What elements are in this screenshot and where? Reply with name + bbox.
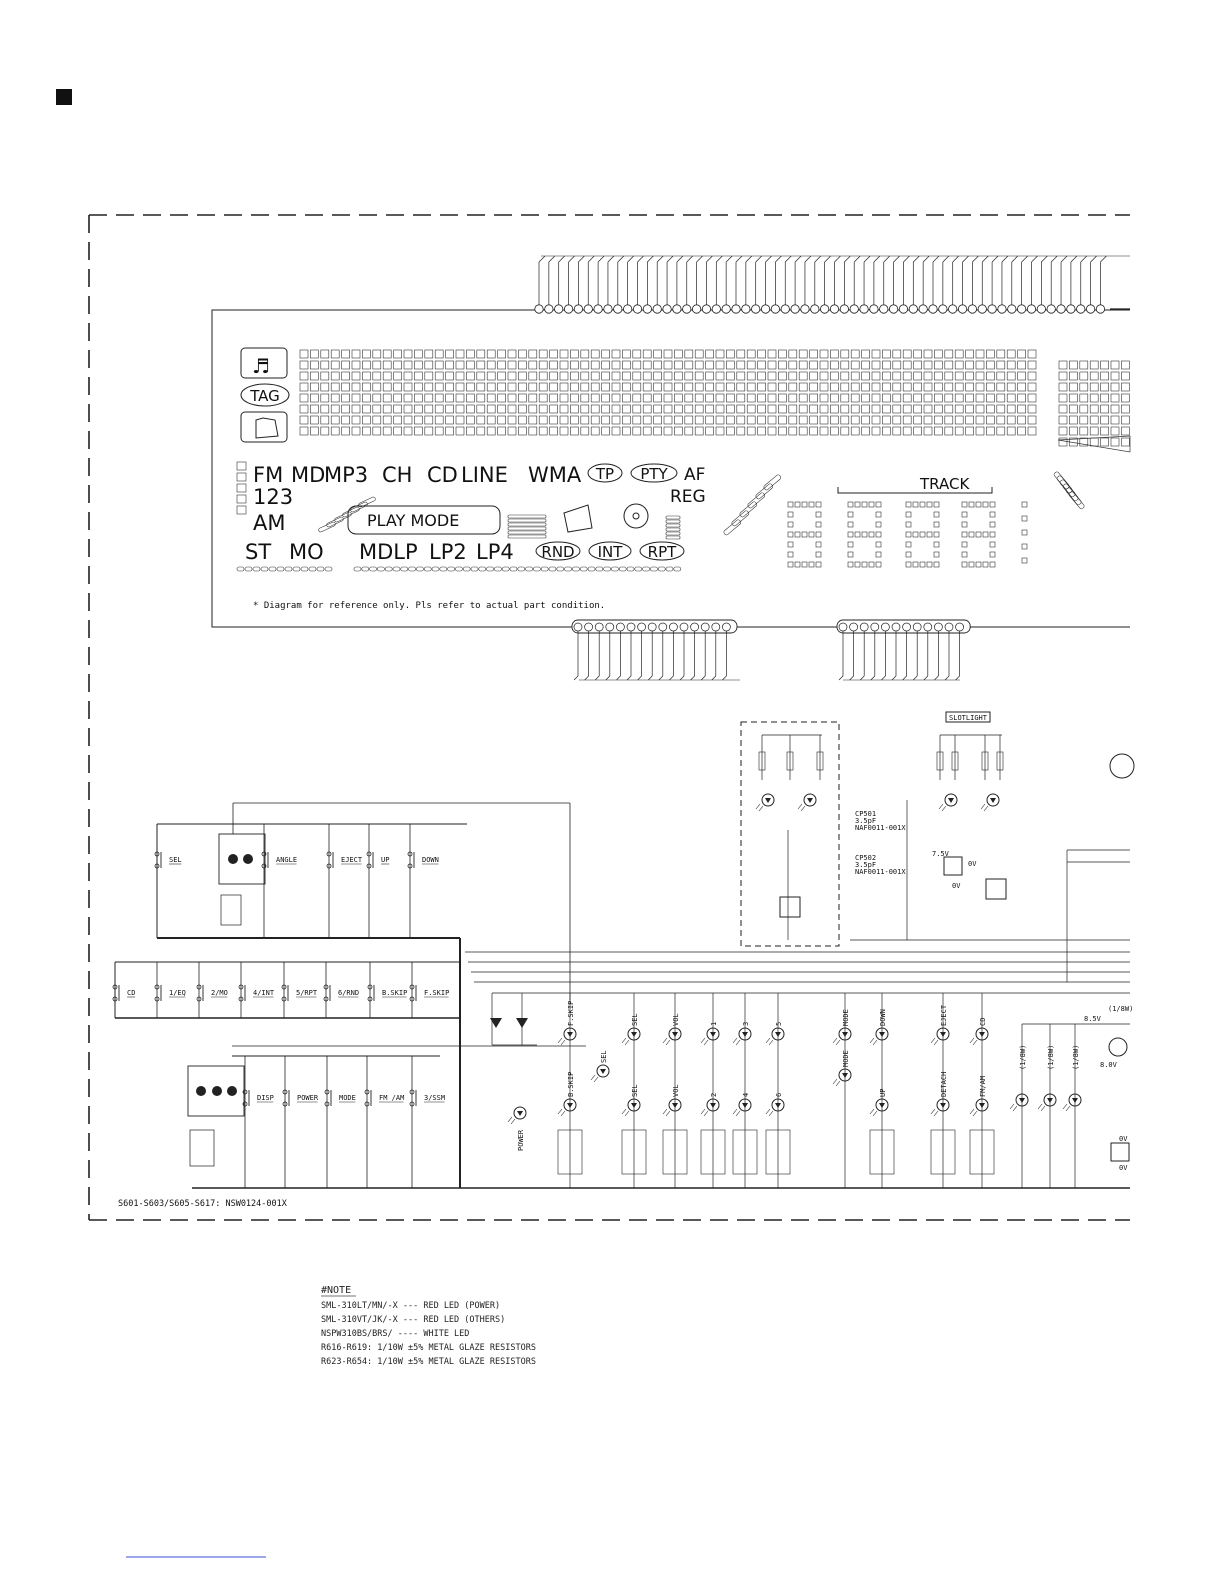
rating-right-2: (1/8W) <box>1072 1044 1080 1070</box>
led-label-mid-sel: SEL <box>600 1050 608 1063</box>
cp502-name: CP502 <box>855 854 877 862</box>
led-label-top-6: MODE <box>842 1009 850 1026</box>
ind-lp2: LP2 <box>429 540 467 564</box>
led-label-bottom-1: SEL <box>631 1084 639 1097</box>
ind-play-mode: PLAY MODE <box>367 511 460 530</box>
ind-rnd: RND <box>541 543 575 561</box>
lcd-panel <box>212 256 1130 680</box>
switch-label-2-4: 5/RPT <box>296 989 318 997</box>
switch-label-1-4: DOWN <box>422 856 439 864</box>
lcd-bottom-pins <box>572 620 970 680</box>
ind-pty: PTY <box>640 465 668 483</box>
music-note-icon: ♬ <box>252 354 270 378</box>
photo-transistor-2 <box>986 879 1006 899</box>
cp502-value: 3.5pF <box>855 861 877 869</box>
ind-mp3: MP3 <box>324 463 369 487</box>
led-label-top-5: 5 <box>775 1021 783 1026</box>
voltage-5: 8.0V <box>1100 1061 1117 1069</box>
lcd-top-pins <box>535 256 1130 313</box>
transistor-3 <box>1111 1143 1129 1161</box>
slot-lamp <box>1110 754 1134 778</box>
rating-right-1: (1/8W) <box>1047 1044 1055 1070</box>
led-label-bottom-0: B.SKIP <box>567 1071 575 1097</box>
cp501-part: NAF0011-001X <box>855 824 906 832</box>
cp501-value: 3.5pF <box>855 817 877 825</box>
ind-md: MD <box>291 463 326 487</box>
ind-int: INT <box>597 543 623 561</box>
cp501-name: CP501 <box>855 810 877 818</box>
switch-label-2-7: F.SKIP <box>424 989 450 997</box>
disclaimer-text: * Diagram for reference only. Pls refer to actual part condition. <box>253 601 606 611</box>
note-line-3: NSPW310BS/BRS/ ---- WHITE LED <box>321 1329 470 1339</box>
led-label-top-4: 3 <box>742 1021 750 1026</box>
rating-right-0: (1/8W) <box>1019 1044 1027 1070</box>
note-line-2: SML-310VT/JK/-X --- RED LED (OTHERS) <box>321 1315 506 1325</box>
switch-label-1-2: EJECT <box>341 856 363 864</box>
switch-label-1-3: UP <box>381 856 390 864</box>
led-label-bottom-3: 2 <box>710 1092 718 1097</box>
ind-rpt: RPT <box>647 543 677 561</box>
folder-icon <box>256 418 278 438</box>
led-label-bottom-8: FM/AM <box>979 1075 987 1097</box>
dot-matrix-area <box>300 350 1129 446</box>
led-label-mid-mode: MODE <box>842 1050 850 1067</box>
transistor-4 <box>1109 1038 1127 1056</box>
voltage-2: 0V <box>968 860 977 868</box>
switch-label-3-1: POWER <box>297 1094 319 1102</box>
ind-track: TRACK <box>920 475 970 493</box>
note-line-1: SML-310LT/MN/-X --- RED LED (POWER) <box>321 1301 501 1311</box>
ind-digits: 123 <box>253 485 294 509</box>
led-label-top-9: CD <box>979 1017 987 1026</box>
switch-label-3-4: 3/SSM <box>424 1094 446 1102</box>
ind-tp: TP <box>595 465 615 483</box>
rating-top: (1/8W) <box>1108 1005 1134 1013</box>
led-label-top-8: EJECT <box>940 1004 948 1026</box>
switch-label-2-2: 2/MO <box>211 989 228 997</box>
voltage-1: 7.5V <box>932 850 949 858</box>
note-line-5: R623-R654: 1/10W ±5% METAL GLAZE RESISTORS <box>321 1357 536 1367</box>
led-label-bottom-7: DETACH <box>940 1071 948 1097</box>
ind-lp4: LP4 <box>476 540 514 564</box>
switch-label-2-6: B.SKIP <box>382 989 408 997</box>
ind-wma: WMA <box>528 463 582 487</box>
ind-mo: MO <box>289 540 324 564</box>
ind-af: AF <box>684 465 706 485</box>
photo-transistor-1 <box>780 897 800 917</box>
led-label-power: POWER <box>517 1129 525 1151</box>
switch-label-2-1: 1/EQ <box>169 989 186 997</box>
ind-am: AM <box>253 511 286 535</box>
ind-st: ST <box>245 540 272 564</box>
voltage-4: 8.5V <box>1084 1015 1101 1023</box>
ind-line: LINE <box>461 463 508 487</box>
ind-fm: FM <box>253 463 284 487</box>
disc-icon <box>624 504 648 528</box>
switch-label-2-0: CD <box>127 989 136 997</box>
led-label-top-7: DOWN <box>879 1009 887 1026</box>
switch-label-2-3: 4/INT <box>253 989 275 997</box>
folder-graphic-icon <box>564 505 592 532</box>
led-label-bottom-2: VOL <box>672 1084 680 1097</box>
tag-label: TAG <box>250 387 280 405</box>
switch-label-2-5: 6/RND <box>338 989 360 997</box>
led-label-top-1: SEL <box>631 1013 639 1026</box>
led-label-top-3: 1 <box>710 1021 718 1026</box>
led-label-bottom-6: UP <box>879 1088 887 1097</box>
switch-label-3-2: MODE <box>339 1094 356 1102</box>
switch-parts-note: S601-S603/S605-S617: NSW0124-001X <box>118 1199 287 1209</box>
switch-label-1-1: ANGLE <box>276 856 298 864</box>
led-label-top-0: F.SKIP <box>567 1000 575 1026</box>
switch-label-1-0: SEL <box>169 856 182 864</box>
notes-block <box>321 1285 536 1367</box>
note-line-4: R616-R619: 1/10W ±5% METAL GLAZE RESISTORS <box>321 1343 536 1353</box>
voltage-7: 0V <box>1119 1164 1128 1172</box>
ind-cd: CD <box>427 463 458 487</box>
cp502-part: NAF0011-001X <box>855 868 906 876</box>
switch-label-3-3: FM /AM <box>379 1094 405 1102</box>
ind-ch: CH <box>382 463 413 487</box>
transistor-2 <box>944 857 962 875</box>
ind-reg: REG <box>670 487 706 507</box>
led-label-bottom-4: 4 <box>742 1092 750 1097</box>
led-label-top-2: VOL <box>672 1013 680 1026</box>
voltage-3: 0V <box>952 882 961 890</box>
slotlight-label: SLOTLIGHT <box>949 714 987 722</box>
notes-title: #NOTE <box>321 1285 352 1296</box>
ind-mdlp: MDLP <box>359 540 418 564</box>
led-matrix <box>490 794 1130 1188</box>
voltage-6: 0V <box>1119 1135 1128 1143</box>
switch-label-3-0: DISP <box>257 1094 274 1102</box>
track-digit-area <box>788 502 1027 567</box>
led-label-bottom-5: 6 <box>775 1092 783 1097</box>
